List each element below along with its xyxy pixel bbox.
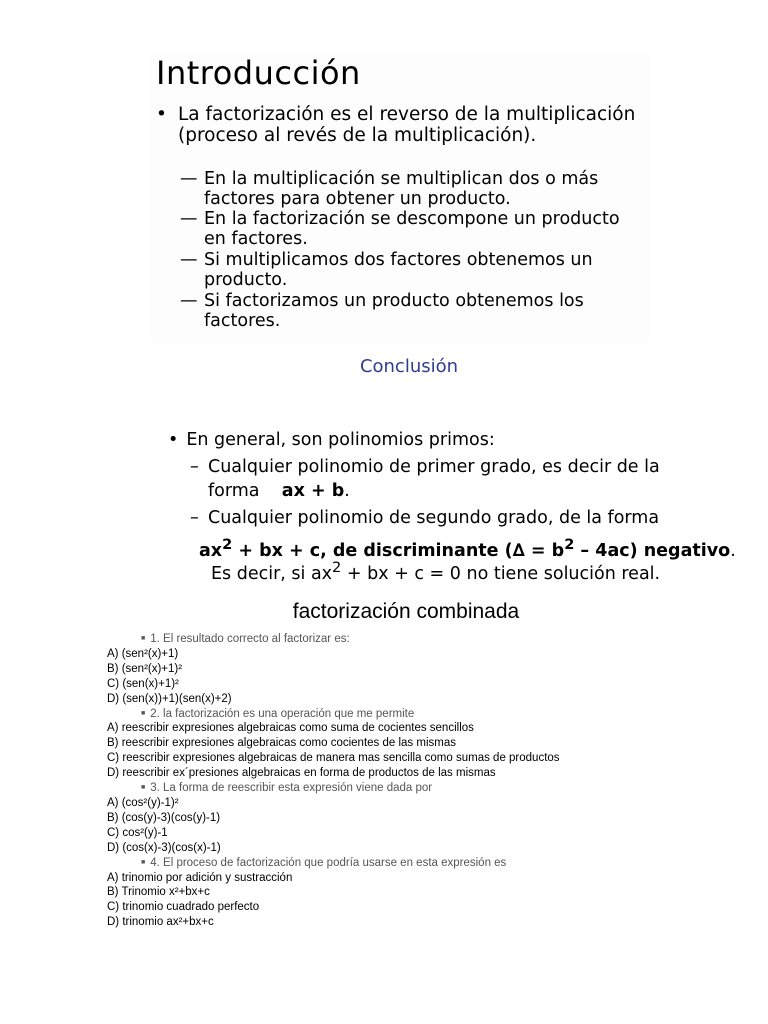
answer-option: D) reescribir ex´presiones algebraicas en forma de productos de las mismas bbox=[107, 767, 496, 780]
formula-part: – 4ac) negativo bbox=[574, 540, 731, 561]
answer-option: A) (cos²(y)-1)² bbox=[107, 796, 179, 809]
question-text: 4. El proceso de factorización que podría usarse en esta expresión es bbox=[150, 856, 507, 869]
intro-bullet bbox=[156, 104, 638, 146]
answer-option: C) (sen(x)+1)² bbox=[107, 677, 179, 690]
question-text: 2. la factorización es una operación que me permite bbox=[150, 707, 415, 720]
intro-bullet-text: La factorización es el reverso de la multiplicación (proceso al revés de la multiplicación). bbox=[178, 104, 636, 146]
intro-dash-text: En la factorización se descompone un producto en factores. bbox=[204, 209, 620, 249]
question-text: 1. El resultado correcto al factorizar es: bbox=[150, 633, 350, 645]
answer-option: B) (sen²(x)+1)² bbox=[107, 662, 183, 675]
conclusion-sub-item-1: – Cualquier polinomio de primer grado, es decir de la forma ax + b. bbox=[190, 457, 660, 501]
answer-option: B) (cos(y)-3)(cos(y)-1) bbox=[107, 811, 221, 824]
answer-option: D) (cos(x)-3)(cos(x)-1) bbox=[107, 841, 221, 854]
formula-part: + bx + c = 0 no tiene solución real. bbox=[341, 563, 661, 584]
answer-option: A) reescribir expresiones algebraicas como suma de cocientes sencillos bbox=[107, 722, 474, 735]
answer-option: D) trinomio ax²+bx+c bbox=[107, 916, 214, 929]
intro-dash-item bbox=[180, 250, 630, 290]
answer-option: C) trinomio cuadrado perfecto bbox=[107, 901, 260, 914]
bullet-dot-icon: • bbox=[168, 430, 179, 450]
intro-slide bbox=[150, 52, 650, 342]
quiz-list bbox=[107, 632, 747, 930]
formula-part: ax bbox=[199, 540, 223, 561]
dash-icon: — bbox=[180, 169, 198, 189]
question bbox=[107, 781, 747, 796]
conclusion-title: Conclusión bbox=[359, 356, 459, 377]
conclusion-bullet bbox=[168, 430, 495, 451]
answer-option: A) (sen²(x)+1) bbox=[107, 647, 179, 660]
square-bullet-icon: ■ bbox=[141, 635, 146, 642]
conclusion-sub1-formula: ax + b bbox=[281, 481, 345, 501]
answer-option: B) reescribir expresiones algebraicas como cocientes de las mismas bbox=[107, 737, 456, 750]
square-bullet-icon: ■ bbox=[141, 709, 146, 717]
answer-option: B) Trinomio x²+bx+c bbox=[107, 886, 210, 899]
intro-dash-text: En la multiplicación se multiplican dos o más factores para obtener un producto. bbox=[204, 169, 599, 209]
square-bullet-icon: ■ bbox=[141, 858, 146, 866]
formula-part: + bx + c, de discriminante (∆ = b bbox=[232, 540, 565, 561]
quiz-title: factorización combinada bbox=[292, 600, 520, 623]
intro-dash-item bbox=[180, 209, 630, 249]
real-solution-line bbox=[211, 557, 660, 585]
conclusion-bullet-text: En general, son polinomios primos: bbox=[186, 430, 495, 450]
question bbox=[107, 856, 747, 871]
intro-dash-item bbox=[180, 291, 630, 331]
answer-option: A) trinomio por adición y sustracción bbox=[107, 871, 293, 884]
dash-icon: – bbox=[190, 457, 199, 477]
formula-part: Es decir, si ax bbox=[211, 563, 333, 584]
dash-icon: — bbox=[180, 209, 198, 229]
question bbox=[107, 632, 747, 647]
conclusion-sub2-text: Cualquier polinomio de segundo grado, de la forma bbox=[208, 508, 660, 528]
intro-dash-text: Si multiplicamos dos factores obtenemos un producto. bbox=[204, 250, 593, 290]
conclusion-sub1-text: Cualquier polinomio de primer grado, es decir de la forma bbox=[208, 457, 660, 501]
intro-title: Introducción bbox=[156, 54, 361, 92]
answer-option: C) cos²(y)-1 bbox=[107, 826, 168, 839]
formula-exponent: 2 bbox=[332, 559, 342, 576]
dash-icon: – bbox=[190, 508, 199, 528]
intro-dash-text: Si factorizamos un producto obtenemos los factores. bbox=[204, 291, 584, 331]
conclusion-sub-item-2 bbox=[190, 506, 670, 530]
discriminant-line: $ax^2$ + bx + c, de discriminante (∆ = $b^2 - 4ac$) negativo. bbox=[199, 536, 736, 561]
dash-icon: — bbox=[180, 291, 198, 311]
dash-icon: — bbox=[180, 250, 198, 270]
answer-option: C) reescribir expresiones algebraicas de manera mas sencilla como sumas de productos bbox=[107, 752, 560, 765]
answer-option: D) (sen(x))+1)(sen(x)+2) bbox=[107, 692, 232, 705]
formula-exponent: 2 bbox=[564, 536, 575, 553]
intro-dash-item bbox=[180, 169, 630, 209]
question bbox=[107, 707, 747, 722]
square-bullet-icon: ■ bbox=[141, 784, 146, 792]
formula-exponent: 2 bbox=[222, 536, 233, 553]
bullet-dot-icon: • bbox=[156, 104, 167, 125]
question-text: 3. La forma de reescribir esta expresión viene dada por bbox=[150, 782, 433, 795]
